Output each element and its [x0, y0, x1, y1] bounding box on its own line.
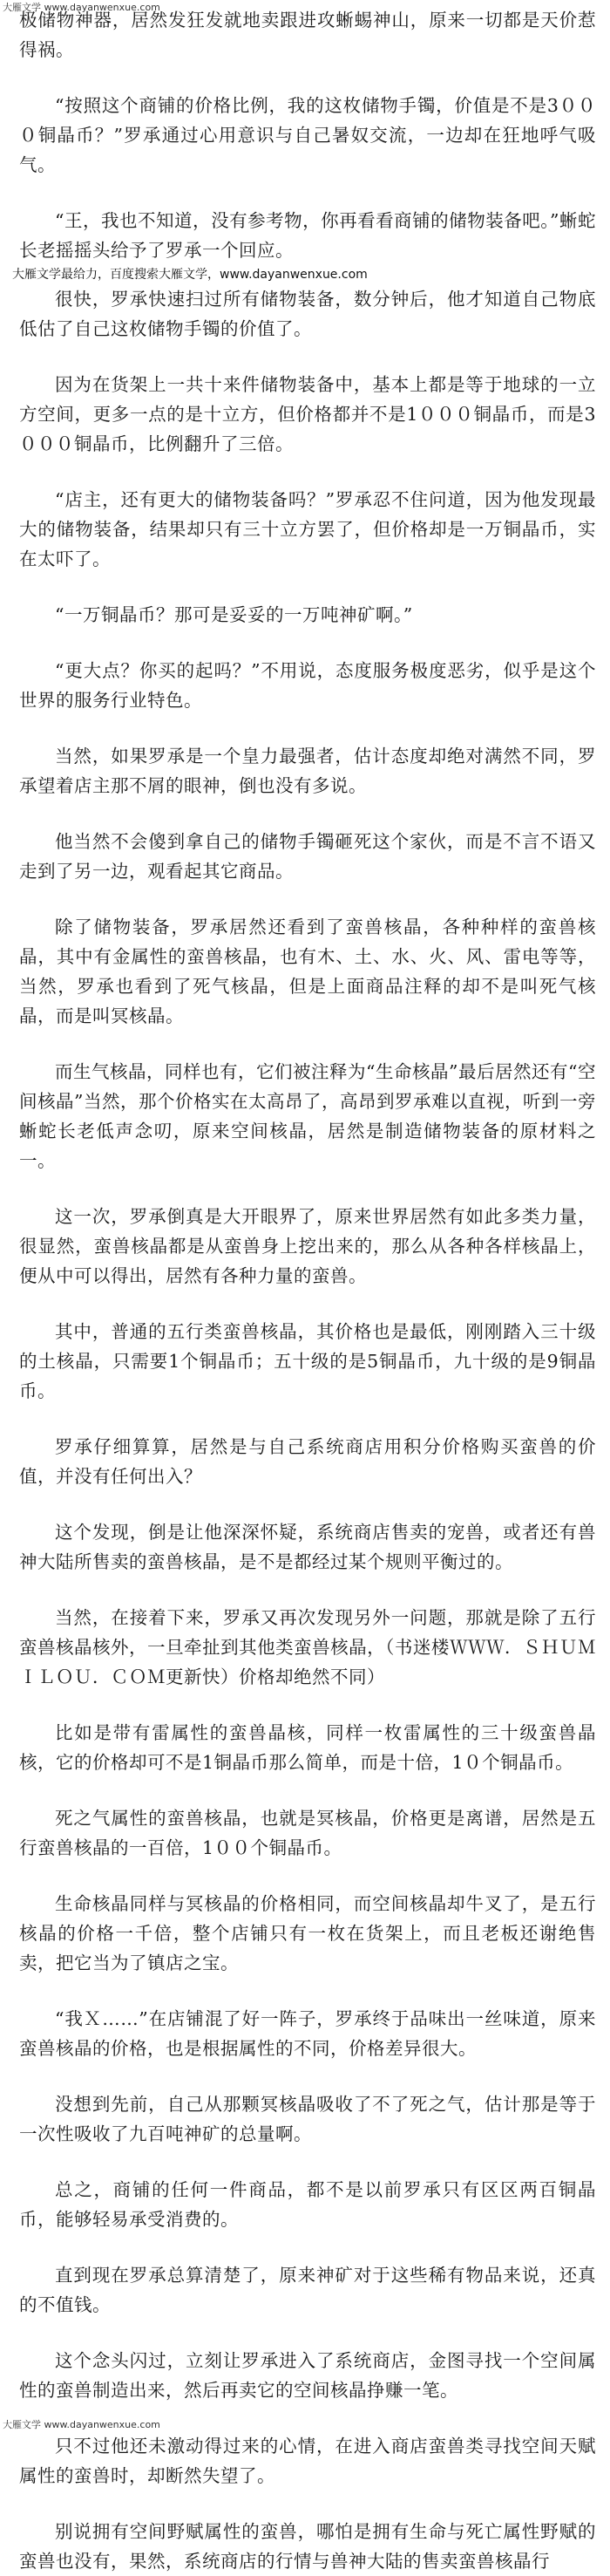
paragraph-4: 很快，罗承快速扫过所有储物装备，数分钟后，他才知道自己物底低估了自己这枚储物手镯的价值了。 — [19, 289, 596, 339]
paragraph-23: 总之，商铺的任何一件商品，都不是以前罗承只有区区两百铜晶币，能够轻易承受消费的。 — [19, 2179, 596, 2230]
bottom-site-banner — [0, 2417, 610, 2433]
top-site-label: 大雁文学 www.dayanwenxue.com — [3, 2, 160, 13]
paragraph-19: 死之气属性的蛮兽核晶，也就是冥核晶，价格更是离谱，居然是五行蛮兽核晶的一百倍，1００个铜晶币。 — [19, 1808, 596, 1858]
paragraph-1: 极储物神器，居然发狂发就地卖跟进攻蜥蜴神山，原来一切都是天价惹得祸。 — [19, 10, 596, 60]
paragraph-17: 当然，在接着下来，罗承又再次发现另外一问题，那就是除了五行蛮兽核晶核外，一旦牵扯到其他类蛮兽核晶，（书迷楼ＷＷＷ．ＳＨＵＭＩＬＯＵ．ＣＯＭ更新快）价格却绝然不同） — [19, 1607, 596, 1687]
paragraph-15: 罗承仔细算算，居然是与自己系统商店用积分价格购买蛮兽的价值，并没有任何出入？ — [19, 1436, 596, 1487]
paragraph-11: 除了储物装备，罗承居然还看到了蛮兽核晶，各种种样的蛮兽核晶，其中有金属性的蛮兽核晶，也有木、土、水、火、风、雷电等等，当然，罗承也看到了死气核晶，但是上面商品注释的却不是叫死气核晶，而是叫冥核晶。 — [19, 917, 596, 1026]
paragraph-27: 别说拥有空间野赋属性的蛮兽，哪怕是拥有生命与死亡属性野赋的蛮兽也没有，果然，系统商店的行情与兽神大陆的售卖蛮兽核晶行 — [19, 2521, 596, 2572]
chapter-text — [0, 5, 610, 2572]
paragraph-16: 这个发现，倒是让他深深怀疑，系统商店售卖的宠兽，或者还有兽神大陆所售卖的蛮兽核晶，是不是都经过某个规则平衡过的。 — [19, 1522, 596, 1572]
paragraph-20: 生命核晶同样与冥核晶的价格相同，而空间核晶却牛叉了，是五行核晶的价格一千倍，整个店铺只有一枚在货架上，而且老板还谢绝售卖，把它当为了镇店之宝。 — [19, 1893, 596, 1973]
paragraph-21: “我Ｘ……”在店铺混了好一阵子，罗承终于品味出一丝味道，原来蛮兽核晶的价格，也是根据属性的不同，价格差异很大。 — [19, 2008, 596, 2059]
paragraph-13: 这一次，罗承倒真是大开眼界了，原来世界居然有如此多类力量，很显然，蛮兽核晶都是从蛮兽身上挖出来的，那么从各种各样核晶上，便从中可以得出，居然有各种力量的蛮兽。 — [19, 1206, 596, 1286]
paragraph-7: “一万铜晶币？那可是妥妥的一万吨神矿啊。” — [55, 604, 413, 625]
paragraph-24: 直到现在罗承总算清楚了，原来神矿对于这些稀有物品来说，还真的不值钱。 — [19, 2265, 596, 2315]
paragraph-22: 没想到先前，自己从那颗冥核晶吸收了不了死之气，估计那是等于一次性吸收了九百吨神矿的总量啊。 — [19, 2094, 596, 2144]
paragraph-5: 因为在货架上一共十来件储物装备中，基本上都是等于地球的一立方空间，更多一点的是十立方，但价格都并不是1０００铜晶币，而是3０００铜晶币，比例翻升了三倍。 — [19, 374, 596, 454]
paragraph-3: “王，我也不知道，没有参考物，你再看看商铺的储物装备吧。”蜥蛇长老摇摇头给予了罗承一个回应。 — [19, 210, 596, 261]
paragraph-25: 这个念头闪过，立刻让罗承进入了系统商店，金图寻找一个空间属性的蛮兽制造出来，然后再卖它的空间核晶挣赚一笔。 — [19, 2350, 596, 2401]
paragraph-6: “店主，还有更大的储物装备吗？”罗承忍不住问道，因为他发现最大的储物装备，结果却只有三十立方罢了，但价格却是一万铜晶币，实在太吓了。 — [19, 489, 596, 569]
paragraph-2: “按照这个商铺的价格比例，我的这枚储物手镯，价值是不是3０００铜晶币？”罗承通过心用意识与自己暑奴交流，一边却在狂地呼气吸气。 — [19, 95, 596, 175]
watermark-text: 大雁文学最给力，百度搜索大雁文学，www.dayanwenxue.com — [12, 268, 368, 282]
bottom-site-label: 大雁文学 www.dayanwenxue.com — [3, 2419, 160, 2430]
paragraph-9: 当然，如果罗承是一个皇力最强者，估计态度却绝对满然不同，罗承望着店主那不屑的眼神，倒也没有多说。 — [19, 746, 596, 796]
paragraph-14: 其中，普通的五行类蛮兽核晶，其价格也是最低，刚刚踏入三十级的土核晶，只需要1个铜晶币；五十级的是5铜晶币，九十级的是9铜晶币。 — [19, 1321, 596, 1401]
paragraph-8: “更大点？你买的起吗？”不用说，态度服务极度恶劣，似乎是这个世界的服务行业特色。 — [19, 660, 596, 711]
paragraph-12: 而生气核晶，同样也有，它们被注释为“生命核晶”最后居然还有“空间核晶”当然，那个价格实在太高昂了，高昂到罗承难以直视，听到一旁蜥蛇长老低声念叨，原来空间核晶，居然是制造储物装备的原材料之一。 — [19, 1061, 596, 1171]
paragraph-10: 他当然不会傻到拿自己的储物手镯砸死这个家伙，而是不言不语又走到了另一边，观看起其它商品。 — [19, 831, 596, 882]
paragraph-18: 比如是带有雷属性的蛮兽晶核，同样一枚雷属性的三十级蛮兽晶核，它的价格却可不是1铜晶币那么简单，而是十倍，1０个铜晶币。 — [19, 1722, 596, 1773]
paragraph-26: 只不过他还未激动得过来的心情，在进入商店蛮兽类寻找空间天赋属性的蛮兽时，却断然失望了。 — [19, 2436, 596, 2486]
